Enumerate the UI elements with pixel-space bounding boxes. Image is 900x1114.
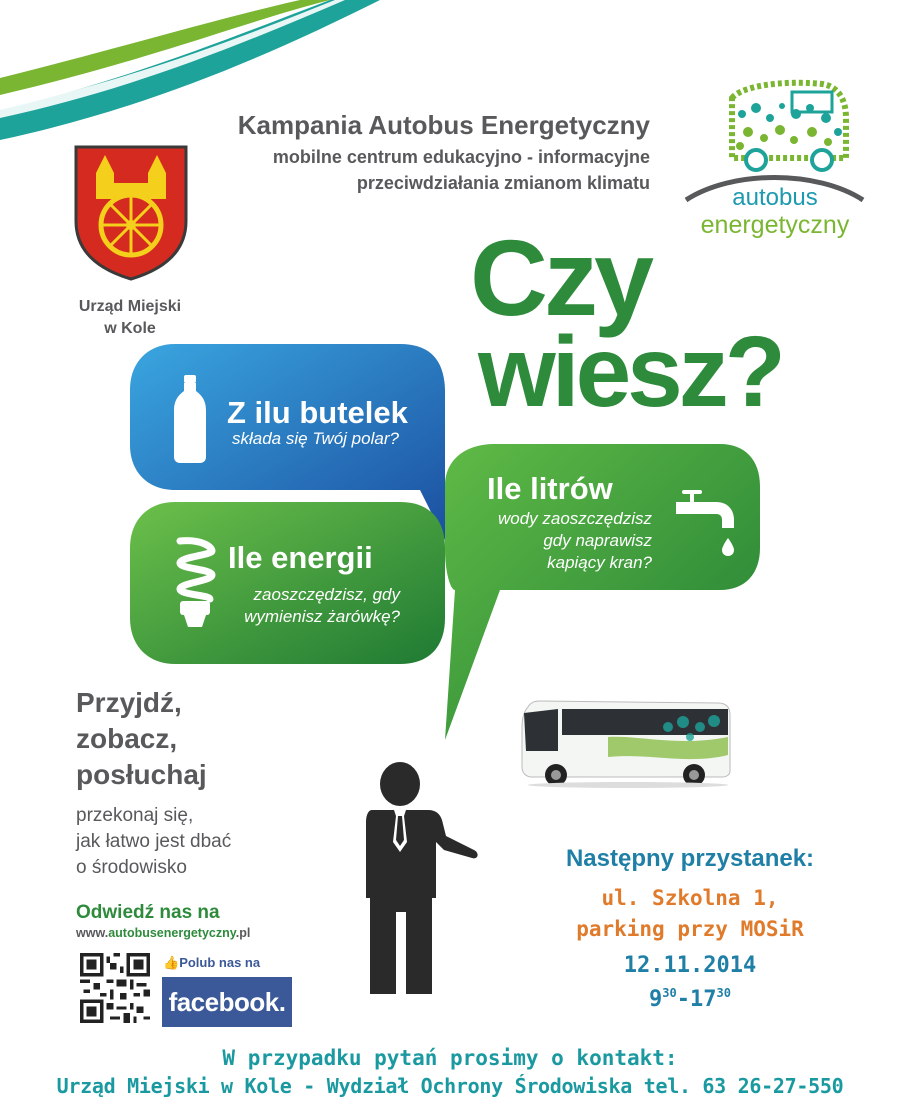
person-silhouette-icon [358,762,478,994]
qr-code-icon[interactable] [80,953,150,1023]
question-energy-sub-line1: zaoszczędzisz, gdy [253,585,400,604]
invite-subtext [76,803,296,881]
start-hour: 9 [649,987,663,1012]
like-us-text: Polub nas na [179,955,261,970]
start-minutes: 30 [662,986,677,1000]
stop-address-line2: parking przy MOSiR [576,917,804,941]
contact-details: Urząd Miejski w Kole - Wydział Ochrony Środowiska tel. 63 26-27-550 [56,1074,844,1098]
faucet-icon [676,488,736,558]
office-name-line1: Urząd Miejski [78,298,182,315]
bus-image-icon [518,697,734,789]
question-water-title: Ile litrów [487,471,613,506]
website-domain: autobusenergetyczny [108,926,236,940]
question-bottles-title: Z ilu butelek [227,395,408,430]
city-crest-icon [72,143,190,283]
website-suffix: .pl [235,926,251,940]
bulb-icon [172,537,218,631]
logo-word-autobus: autobus [732,184,818,211]
question-water-sub-line3: kapiący kran? [547,553,652,572]
bottle-icon [172,375,208,463]
website-link[interactable] [76,926,250,940]
invite-sub-line3: o środowisko [76,857,187,878]
invite-line1: Przyjdź, [76,687,182,718]
invite-heading [76,685,296,793]
logo-word-energetyczny: energetyczny [700,211,850,239]
like-us-label [163,955,260,971]
question-bottles-sub: składa się Twój polar? [232,429,399,448]
office-name-line2: w Kole [104,320,156,337]
end-minutes: 30 [716,986,731,1000]
campaign-subtitle-line2: przeciwdziałania zmianom klimatu [356,173,650,193]
headline-line1: Czy [470,217,651,338]
end-hour: 17 [690,987,717,1012]
campaign-subtitle-line1: mobilne centrum edukacyjno - informacyjne [272,147,650,167]
headline-line2: wiesz? [478,316,782,428]
bus-logo-icon [722,78,852,176]
invite-sub-line2: jak łatwo jest dbać [76,831,232,852]
question-energy-title: Ile energii [228,540,373,575]
invite-line3: posłuchaj [76,759,207,790]
thumbs-up-icon: 👍 [163,955,180,970]
next-stop-label: Następny przystanek: [565,845,815,872]
invite-line2: zobacz, [76,723,178,754]
question-water-sub-line2: gdy naprawisz [543,531,652,550]
question-water-sub [487,508,652,574]
campaign-title: Kampania Autobus Energetyczny [237,110,650,140]
invite-sub-line1: przekonaj się, [76,805,194,826]
stop-address-line1: ul. Szkolna 1, [601,886,779,910]
visit-label: Odwiedź nas na [76,902,220,923]
question-energy-sub-line2: wymienisz żarówkę? [244,607,400,626]
campaign-subtitle [150,144,650,196]
question-water-sub-line1: wody zaoszczędzisz [497,509,652,528]
contact-heading: W przypadku pytań prosimy o kontakt: [222,1046,678,1070]
facebook-button[interactable]: facebook. [162,977,292,1027]
website-prefix: www. [76,926,109,940]
question-energy-sub [228,584,400,628]
stop-hours: $9^{30}-17^{30}$ [649,986,731,1012]
stop-date: 12.11.2014 [623,953,757,978]
